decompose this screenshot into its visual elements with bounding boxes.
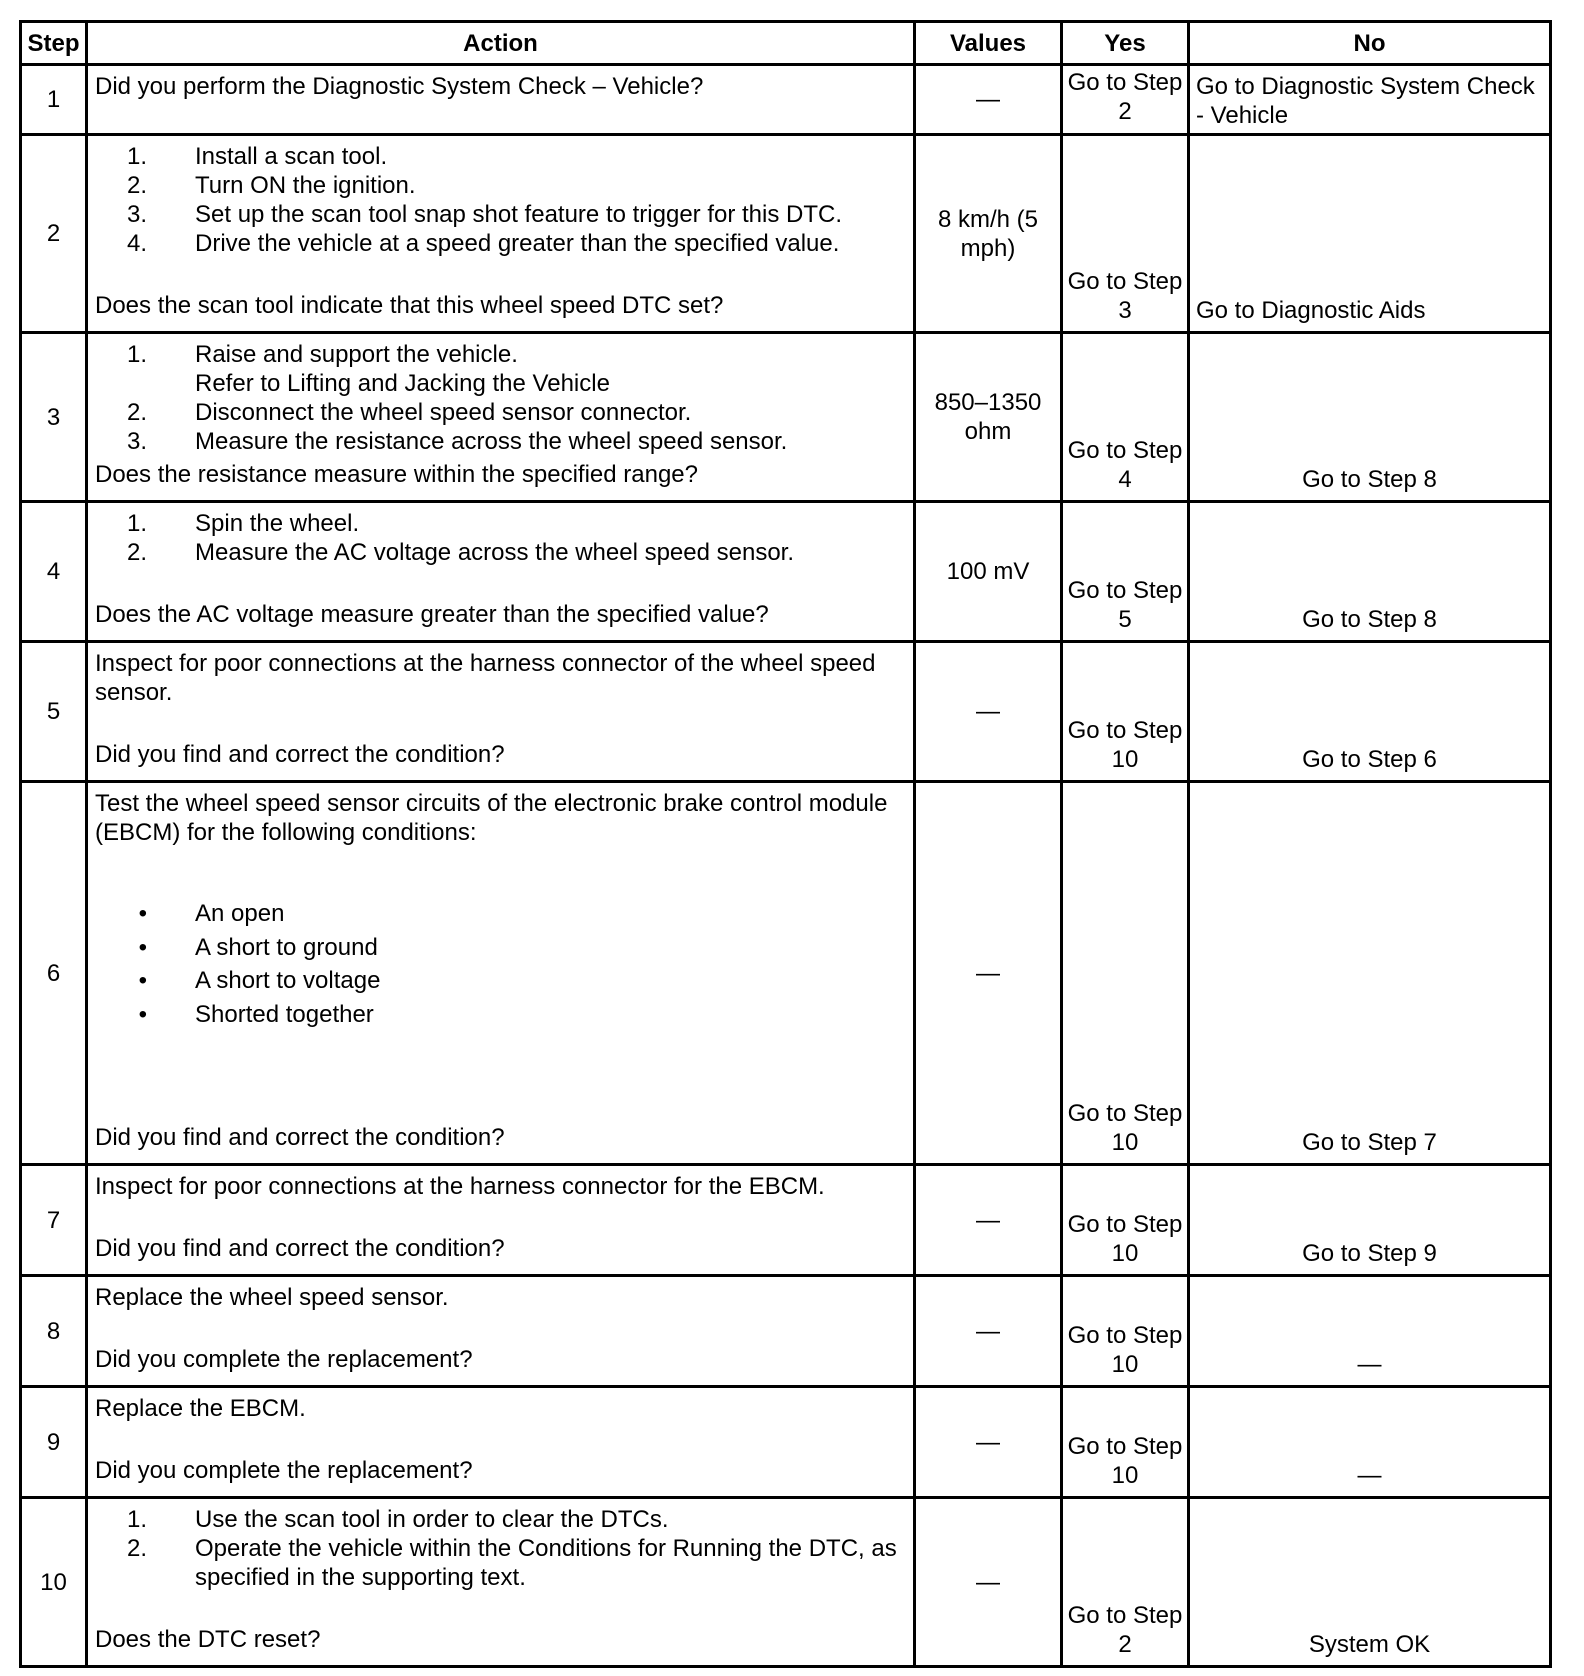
header-action: Action	[87, 22, 915, 65]
action-question: Did you perform the Diagnostic System Check – Vehicle?	[95, 73, 704, 100]
no-link[interactable]: Go to Diagnostic Aids	[1189, 135, 1551, 333]
table-row	[21, 1498, 1551, 1667]
action-instruction: Inspect for poor connections at the harness connector for the EBCM.	[95, 1173, 825, 1200]
action-question: Does the scan tool indicate that this wheel speed DTC set?	[95, 292, 724, 319]
values-cell: —	[915, 65, 1062, 135]
step-number: 1	[21, 65, 87, 135]
action-steps	[95, 340, 909, 456]
values-cell: —	[915, 1387, 1062, 1498]
step-number: 8	[21, 1276, 87, 1387]
list-item: 1. Raise and support the vehicle. Refer to Lifting and Jacking the Vehicle	[126, 341, 610, 397]
action-cell	[87, 502, 915, 642]
no-value: System OK	[1189, 1498, 1551, 1667]
action-cell	[87, 1276, 915, 1387]
list-item: 3. Measure the resistance across the wheel speed sensor.	[126, 428, 788, 455]
action-question: Does the resistance measure within the specified range?	[95, 461, 698, 488]
list-item: • An open	[138, 900, 285, 927]
action-question: Does the AC voltage measure greater than the specified value?	[95, 601, 769, 628]
values-cell: —	[915, 1165, 1062, 1276]
values-cell: —	[915, 642, 1062, 782]
step-number: 2	[21, 135, 87, 333]
step-number: 9	[21, 1387, 87, 1498]
action-instruction: Replace the EBCM.	[95, 1395, 306, 1422]
step-number: 10	[21, 1498, 87, 1667]
action-instruction: Replace the wheel speed sensor.	[95, 1284, 449, 1311]
table-row	[21, 1276, 1551, 1387]
list-item: 2. Turn ON the ignition.	[126, 172, 416, 199]
values-cell: —	[915, 1498, 1062, 1667]
action-steps	[95, 509, 909, 567]
action-steps	[95, 142, 909, 258]
no-link[interactable]: Go to Step 9	[1189, 1165, 1551, 1276]
list-item: 1. Use the scan tool in order to clear the DTCs.	[126, 1506, 669, 1533]
action-question: Did you complete the replacement?	[95, 1457, 473, 1484]
yes-link[interactable]: Go to Step 10	[1062, 1387, 1189, 1498]
list-item: 3. Set up the scan tool snap shot feature to trigger for this DTC.	[126, 201, 843, 228]
no-value: —	[1189, 1276, 1551, 1387]
header-values: Values	[915, 22, 1062, 65]
list-item: 4. Drive the vehicle at a speed greater than the specified value.	[126, 230, 840, 257]
table-row	[21, 1387, 1551, 1498]
yes-link[interactable]: Go to Step 4	[1062, 333, 1189, 502]
no-value: —	[1189, 1387, 1551, 1498]
step-number: 3	[21, 333, 87, 502]
values-cell: —	[915, 782, 1062, 1165]
list-item: 2. Operate the vehicle within the Conditions for Running the DTC, as specified in the supporting text.	[126, 1535, 897, 1591]
step-number: 5	[21, 642, 87, 782]
yes-link[interactable]: Go to Step 2	[1062, 1498, 1189, 1667]
action-question: Does the DTC reset?	[95, 1626, 321, 1653]
list-item: 1. Install a scan tool.	[126, 143, 388, 170]
yes-link[interactable]: Go to Step 10	[1062, 1276, 1189, 1387]
no-link[interactable]: Go to Diagnostic System Check - Vehicle	[1189, 65, 1551, 135]
no-link[interactable]: Go to Step 6	[1189, 642, 1551, 782]
list-item: 2. Disconnect the wheel speed sensor connector.	[126, 399, 692, 426]
table-header-row	[21, 22, 1551, 65]
action-cell	[87, 1387, 915, 1498]
action-question: Did you complete the replacement?	[95, 1346, 473, 1373]
action-steps	[95, 1505, 909, 1592]
action-cell	[87, 135, 915, 333]
action-instruction: Inspect for poor connections at the harness connector of the wheel speed sensor.	[95, 650, 876, 706]
action-cell	[87, 782, 915, 1165]
action-question: Did you find and correct the condition?	[95, 741, 505, 768]
step-number: 4	[21, 502, 87, 642]
yes-link[interactable]: Go to Step 10	[1062, 782, 1189, 1165]
values-cell: 850–1350 ohm	[915, 333, 1062, 502]
table-row	[21, 782, 1551, 1165]
table-row	[21, 135, 1551, 333]
header-step: Step	[21, 22, 87, 65]
condition-list	[95, 897, 909, 1031]
action-cell	[87, 1165, 915, 1276]
values-cell: —	[915, 1276, 1062, 1387]
no-link[interactable]: Go to Step 7	[1189, 782, 1551, 1165]
yes-link[interactable]: Go to Step 5	[1062, 502, 1189, 642]
action-question: Did you find and correct the condition?	[95, 1235, 505, 1262]
list-item: 1. Spin the wheel.	[126, 510, 360, 537]
list-item: • A short to ground	[138, 933, 378, 961]
diagnostic-table	[19, 20, 1552, 1668]
yes-link[interactable]: Go to Step 2	[1062, 65, 1189, 135]
table-row	[21, 333, 1551, 502]
step-number: 7	[21, 1165, 87, 1276]
action-question: Did you find and correct the condition?	[95, 1124, 505, 1151]
list-item: 2. Measure the AC voltage across the wheel speed sensor.	[126, 539, 795, 566]
action-cell	[87, 642, 915, 782]
action-cell	[87, 333, 915, 502]
item-note: Refer to Lifting and Jacking the Vehicle	[195, 370, 610, 397]
action-cell	[87, 65, 915, 135]
table-row	[21, 502, 1551, 642]
list-item: • A short to voltage	[138, 967, 381, 994]
action-instruction: Test the wheel speed sensor circuits of the electronic brake control module (EBCM) for the following conditions:	[95, 790, 888, 846]
list-item: • Shorted together	[138, 1000, 374, 1028]
table-row	[21, 642, 1551, 782]
header-yes: Yes	[1062, 22, 1189, 65]
header-no: No	[1189, 22, 1551, 65]
values-cell: 100 mV	[915, 502, 1062, 642]
no-link[interactable]: Go to Step 8	[1189, 502, 1551, 642]
table-row	[21, 65, 1551, 135]
values-cell: 8 km/h (5 mph)	[915, 135, 1062, 333]
no-link[interactable]: Go to Step 8	[1189, 333, 1551, 502]
table-row	[21, 1165, 1551, 1276]
yes-link[interactable]: Go to Step 10	[1062, 1165, 1189, 1276]
action-cell	[87, 1498, 915, 1667]
yes-link[interactable]: Go to Step 3	[1062, 135, 1189, 333]
yes-link[interactable]: Go to Step 10	[1062, 642, 1189, 782]
step-number: 6	[21, 782, 87, 1165]
